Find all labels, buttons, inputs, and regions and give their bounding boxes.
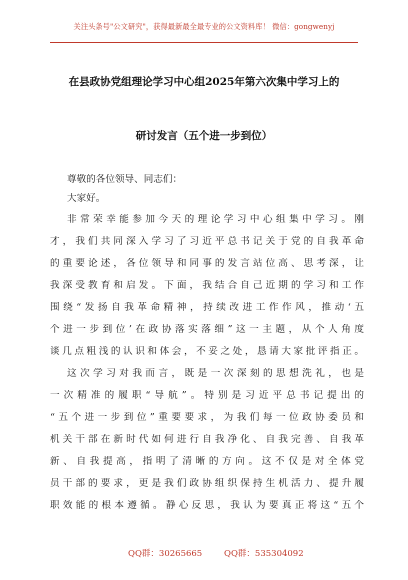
paragraph-line: 这次学习对我而言，既是一次深刻的思想洗礼，也是 <box>67 368 364 379</box>
paragraph-line: 我深受教育和启发。下面，我结合自己近期的学习和工作 <box>50 280 364 291</box>
salutation: 尊敬的各位领导、同志们： <box>67 174 183 185</box>
document-title-line-2: 研讨发言（五个进一步到位） <box>135 130 273 142</box>
footer-qq-group-2: QQ群：535304092 <box>224 549 304 559</box>
paragraph-line: 非常荣幸能参加今天的理论学习中心组集中学习。刚 <box>67 214 364 225</box>
header-banner: 关注头条号"公文研究"，获得最新最全最专业的公文资料库！ 微信：gongwenyj <box>73 22 335 31</box>
paragraph-line: 一次精准的履职“导航”。特别是习近平总书记提出的 <box>50 390 364 401</box>
paragraph-line: 围绕“发扬自我革命精神，持续改进工作作风，推动‘五 <box>50 302 364 313</box>
greeting: 大家好。 <box>67 193 106 204</box>
paragraph-line: 新、自我提高，指明了清晰的方向。这不仅是对全体党 <box>50 456 364 467</box>
paragraph-line: 个进一步到位’在政协落实落细”这一主题，从个人角度 <box>50 324 364 335</box>
paragraph-line: 的重要论述，各位领导和同事的发言站位高、思考深，让 <box>50 258 364 269</box>
header-divider <box>50 42 358 43</box>
paragraph-line: 职效能的根本遵循。静心反思，我认为要真正将这“五个 <box>50 500 364 511</box>
document-title-line-1: 在县政协党组理论学习中心组2025年第六次集中学习上的 <box>68 76 340 88</box>
paragraph-line: 员干部的要求，更是我们政协组织保持生机活力、提升履 <box>50 478 364 489</box>
footer-qq-group-1: QQ群：30265665 <box>128 549 203 559</box>
paragraph-line: “五个进一步到位”重要要求，为我们每一位政协委员和 <box>50 412 364 423</box>
paragraph-line: 机关干部在新时代如何进行自我净化、自我完善、自我革 <box>50 434 364 445</box>
paragraph-line: 才，我们共同深入学习了习近平总书记关于党的自我革命 <box>50 236 364 247</box>
paragraph-line: 谈几点粗浅的认识和体会，不妥之处，恳请大家批评指正。 <box>50 346 364 357</box>
